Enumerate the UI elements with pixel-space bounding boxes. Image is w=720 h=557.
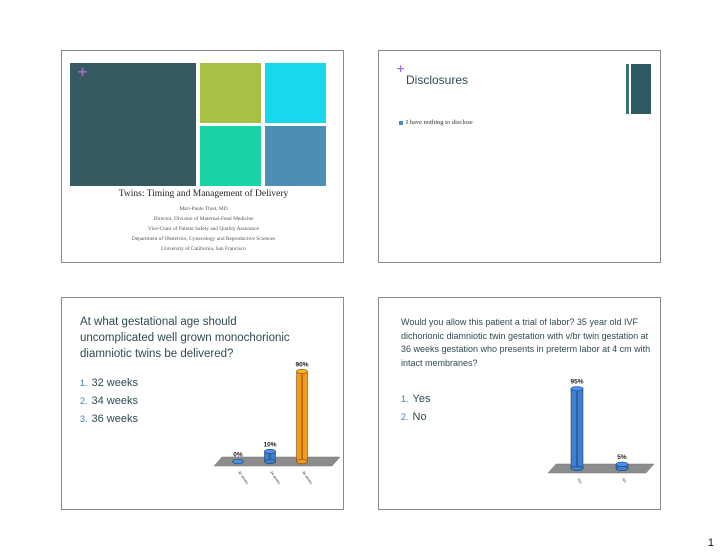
poll-option [401,411,427,423]
data-label: 0% [233,451,243,459]
tile-cyan [265,63,326,123]
tile-dark [70,63,196,186]
option-number: 2. [401,412,409,422]
slide-poll-gestational-age[interactable] [61,297,344,510]
poll-question: Would you allow this patient a trial of labor? 35 year old IVF dichorionic diamniotic twin gestation with v/br twin gestation at 36 weeks gestation who presents in preterm labor at 4 cm with intact membranes? [401,317,651,368]
category-label: 36 weeks [301,470,314,486]
poll-option [80,395,138,407]
bar-2 [616,462,628,471]
slide-disclosures[interactable] [378,50,661,263]
poll-option [80,377,138,389]
option-label: 36 weeks [91,413,138,425]
plus-icon: + [77,65,88,80]
option-number: 1. [80,378,88,388]
tile-teal [200,126,261,186]
option-number: 2. [80,396,88,406]
category-label: 32 weeks [237,470,250,486]
option-label: Yes [412,393,431,405]
data-label: 5% [617,454,627,462]
category-label: No [621,477,628,484]
author-line: Mari-Paule Thiet, MD [179,206,228,212]
category-label: 34 weeks [269,470,282,486]
accent-bar [626,64,629,114]
option-label: 32 weeks [91,377,138,389]
plus-icon: + [396,62,406,75]
square-bullet-icon [399,121,403,125]
data-label: 95% [570,378,584,386]
bar-1 [233,459,244,463]
poll-question: At what gestational age should uncomplicated well grown monochorionic diamniotic twins be delivered? [80,316,290,360]
bullet-text: I have nothing to disclose [406,119,473,126]
slide-title[interactable] [61,50,344,263]
chart-floor [548,464,654,473]
slide-poll-trial-of-labor[interactable] [378,297,661,510]
option-number: 3. [80,414,88,424]
category-label: Yes [576,477,583,485]
option-label: 34 weeks [91,395,138,407]
author-line: University of California, San Francisco [161,246,246,252]
bar-3 [297,369,308,463]
author-line: Department of Obstetrics, Gynecology and Reproductive Sciences [131,236,276,242]
tile-steel [265,126,326,186]
page-number: 1 [707,537,714,549]
option-number: 1. [401,394,409,404]
accent-bar [631,64,651,114]
data-label: 90% [295,361,309,369]
slide-heading: Disclosures [406,73,469,87]
presentation-title: Twins: Timing and Management of Delivery [118,189,289,199]
poll-option [80,413,138,425]
data-label: 10% [263,441,277,449]
author-line: Director, Division of Maternal-Fetal Medicine [153,216,254,222]
tile-green [200,63,261,123]
author-line: Vice-Chair of Patient Safety and Quality Assurance [147,226,260,232]
bar-1 [571,387,583,471]
option-label: No [412,411,427,423]
poll-results-chart [212,353,342,508]
bullet-item [399,119,473,126]
poll-results-chart [544,372,659,507]
bar-2 [265,449,276,463]
poll-option [401,393,430,405]
